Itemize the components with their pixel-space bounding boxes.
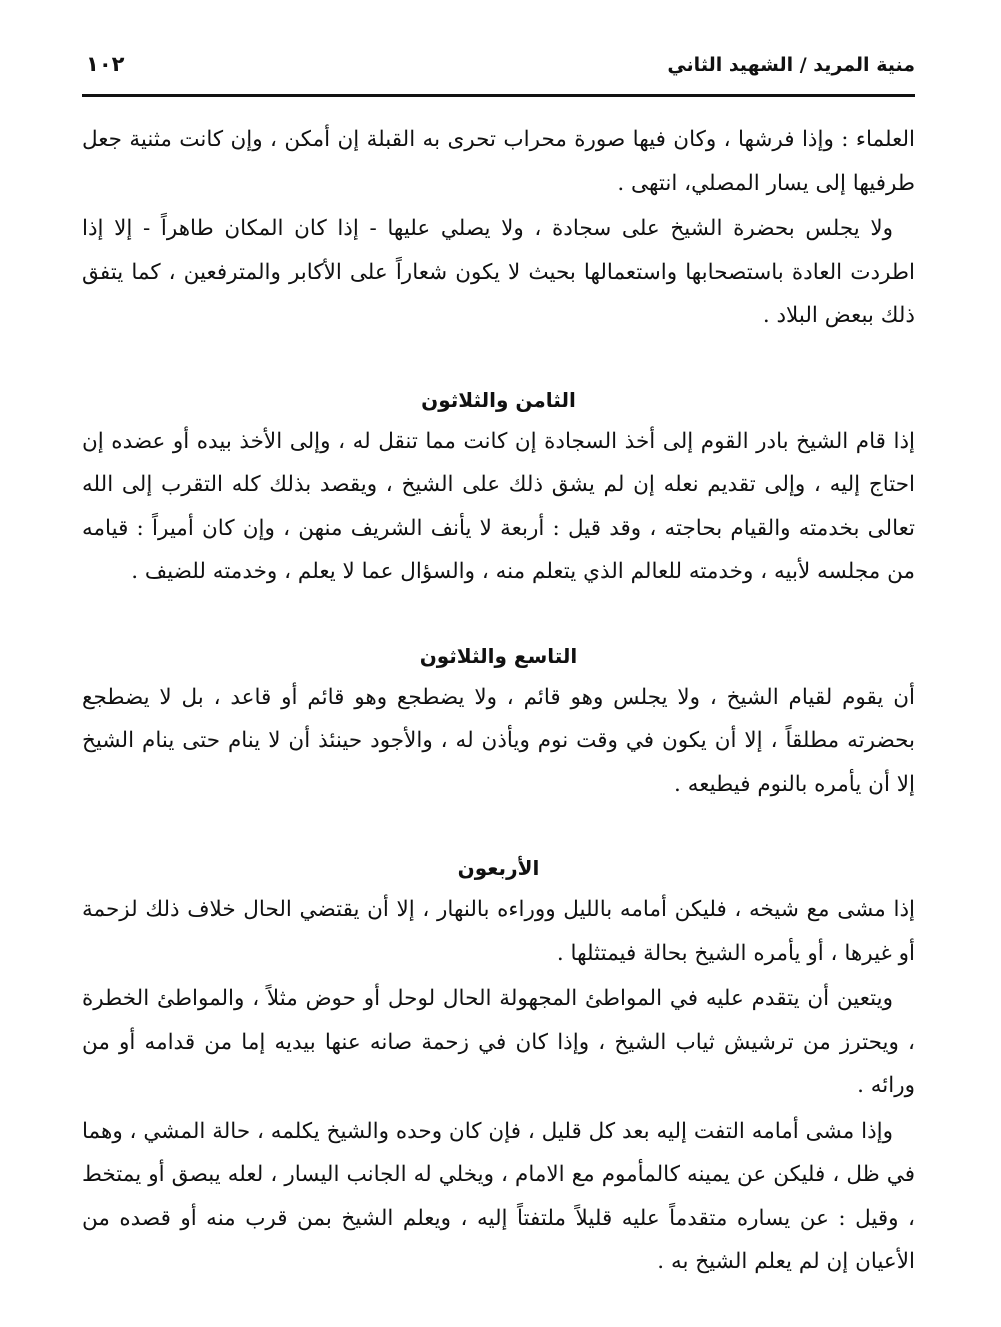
paragraph: إذا قام الشيخ بادر القوم إلى أخذ السجادة إن كانت مما تنقل له ، وإلى الأخذ بيده أو عضده إن احتاج إليه ، وإلى تقديم نعله إن لم يشق ذلك على الشيخ ، ويقصد بذلك كله التقرب إلى الله تعالى بخدمته والقيام بحاجته ، وقد قيل : أربعة لا يأنف الشريف منهن ، وإن كان أميراً : قيامه من مجلسه لأبيه ، وخدمته للعالم الذي يتعلم منه ، والسؤال عما لا يعلم ، وخدمته للضيف . — [82, 428, 915, 584]
running-title: منية المريد / الشهيد الثاني — [667, 54, 915, 76]
paragraph: إذا مشى مع شيخه ، فليكن أمامه بالليل ووراءه بالنهار ، إلا أن يقتضي الحال خلاف ذلك لزحمة أو غيرها ، أو يأمره الشيخ بحالة فيمتثلها . — [82, 897, 915, 966]
paragraph: العلماء : وإذا فرشها ، وكان فيها صورة محراب تحرى به القبلة إن أمكن ، وإن كانت مثنية جعل طرفيها إلى يسار المصلي، انتهى . — [82, 127, 915, 196]
section-heading: الثامن والثلاثون — [421, 387, 576, 412]
paragraph: وإذا مشى أمامه التفت إليه بعد كل قليل ، فإن كان وحده والشيخ يكلمه ، حالة المشي ، وهما في ظل ، فليكن عن يمينه كالمأموم مع الامام ، ويخلي له الجانب اليسار ، لعله يبصق أو يمتخط ، وقيل : عن يساره متقدماً عليه قليلاً ملتفتاً إليه ، ويعلم الشيخ بمن قرب منه أو قصده من الأعيان إن لم يعلم الشيخ به . — [82, 1118, 915, 1274]
paragraph: أن يقوم لقيام الشيخ ، ولا يجلس وهو قائم ، ولا يضطجع وهو قائم أو قاعد ، بل لا يضطجع بحضرته مطلقاً ، إلا أن يكون في وقت نوم ويأذن له ، والأجود حينئذ أن لا ينام حتى ينام الشيخ إلا أن يأمره بالنوم فيطيعه . — [82, 684, 915, 797]
paragraph: ولا يجلس بحضرة الشيخ على سجادة ، ولا يصلي عليها - إذا كان المكان طاهراً - إلا إذا اطردت العادة باستصحابها واستعمالها بحيث لا يكون شعاراً على الأكابر والمترفعين ، كما يتفق ذلك ببعض البلاد . — [82, 216, 915, 328]
page-number: ١٠٢ — [86, 52, 125, 76]
page-header — [82, 44, 915, 97]
section-heading: التاسع والثلاثون — [419, 643, 578, 668]
body-text — [82, 118, 915, 1286]
paragraph: ويتعين أن يتقدم عليه في المواطئ المجهولة الحال لوحل أو حوض مثلاً ، والمواطئ الخطرة ، ويحترز من ترشيش ثياب الشيخ ، وإذا كان في زحمة صانه عنها بيديه إما من قدامه أو من ورائه . — [82, 986, 915, 1098]
section-heading: الأربعون — [457, 856, 540, 880]
